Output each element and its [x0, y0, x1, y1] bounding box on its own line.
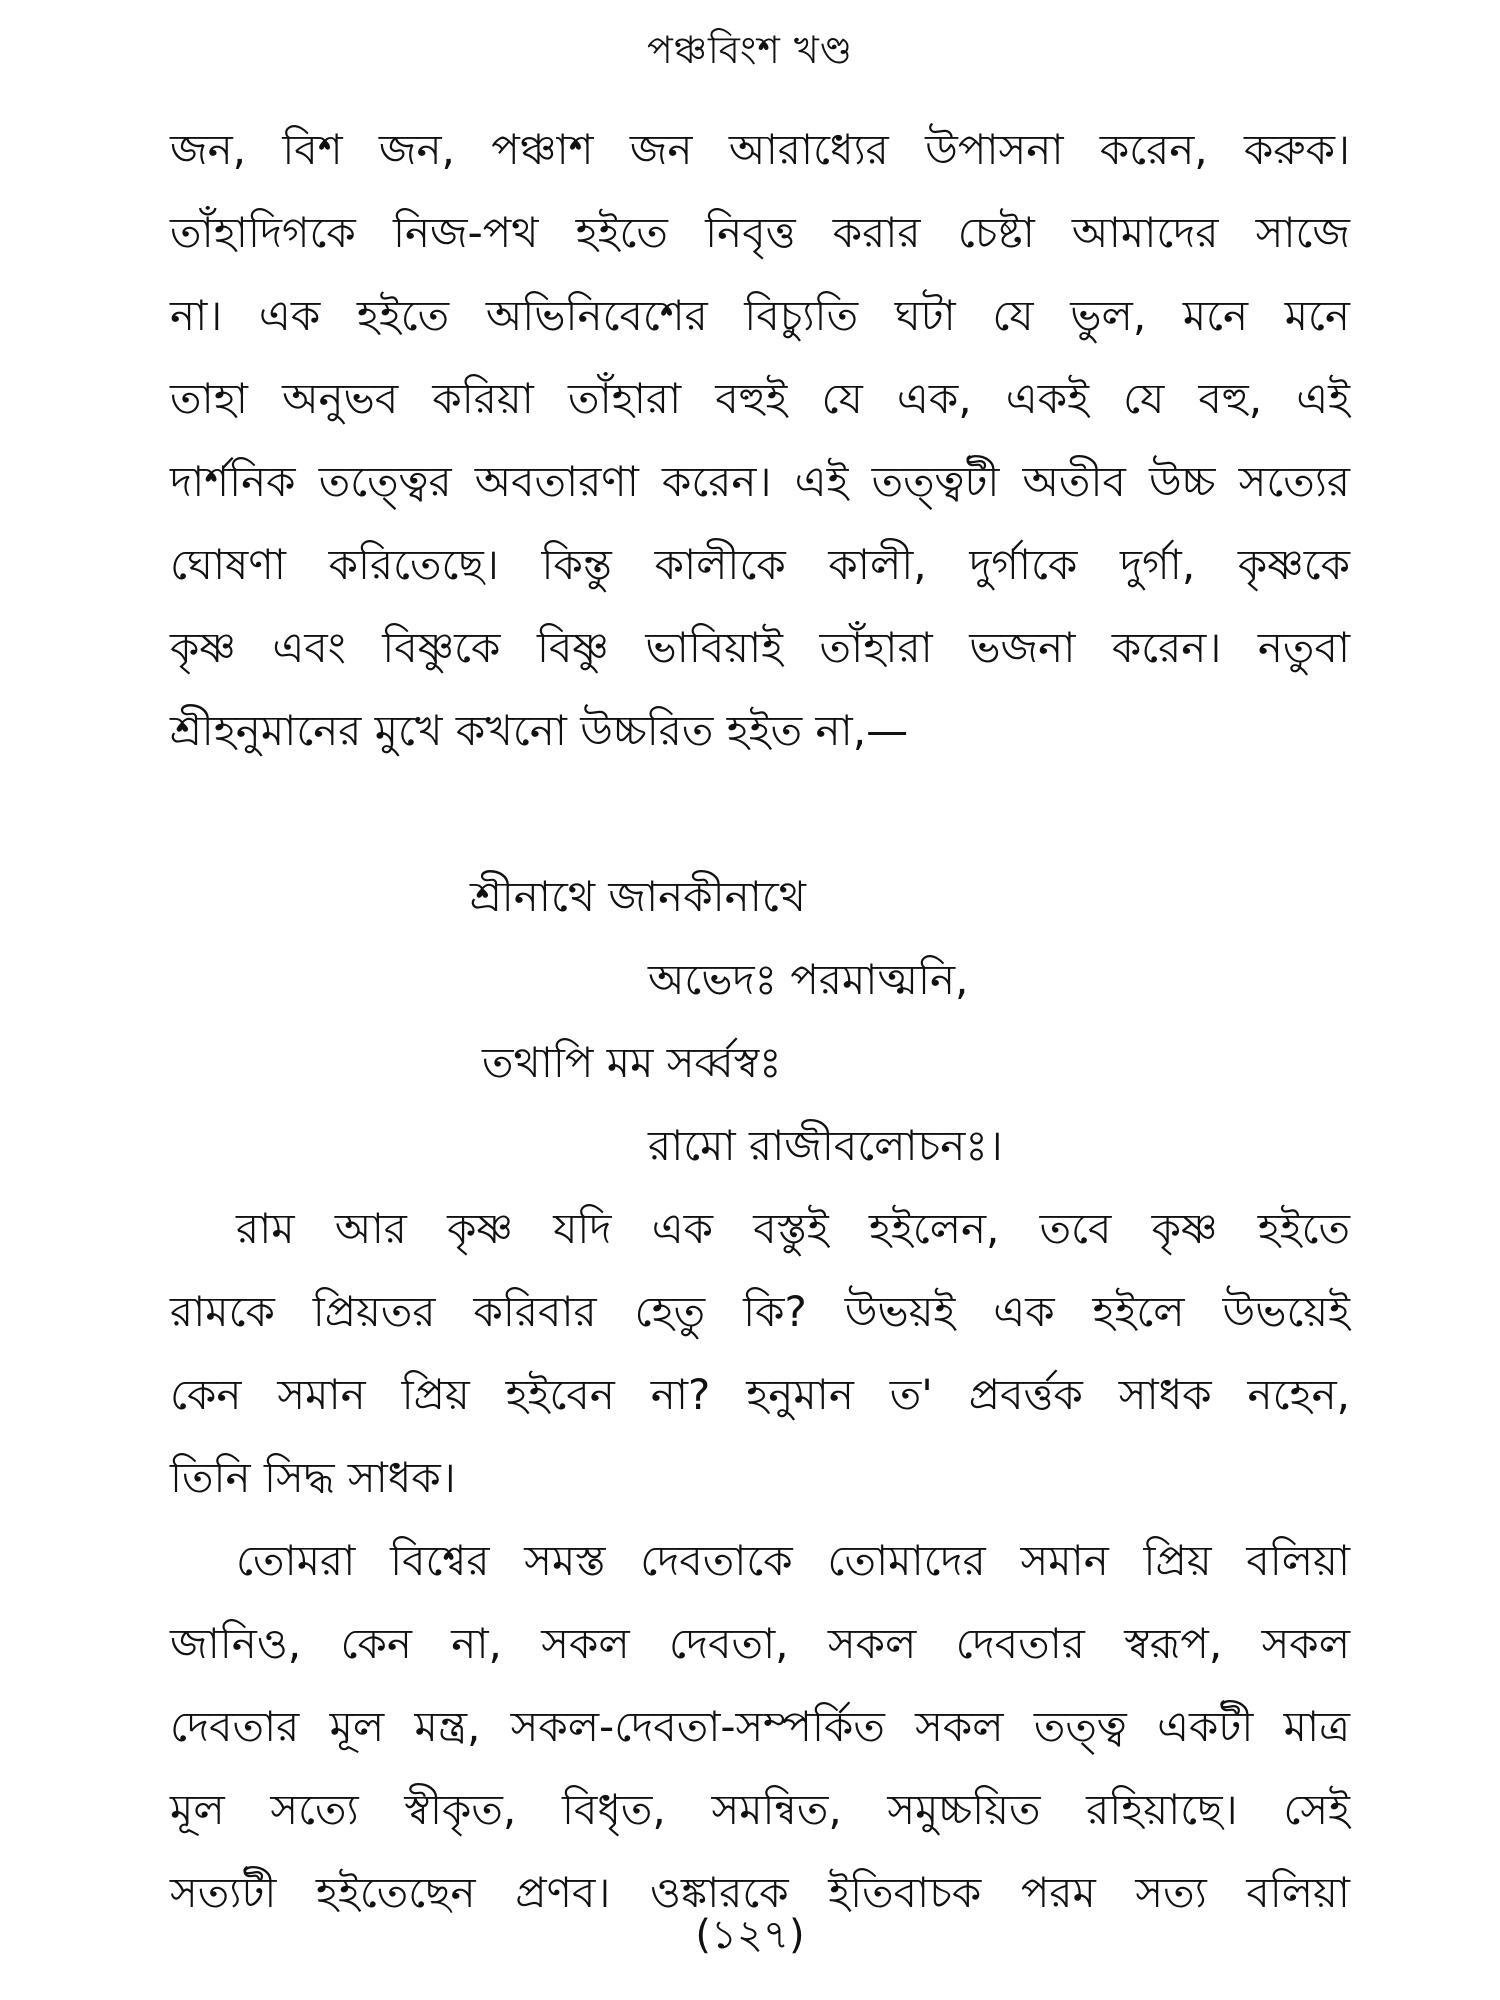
verse-line: অভেদঃ পরমাত্মনি, — [648, 955, 969, 1004]
text-line: মূল সত্যে স্বীকৃত, বিধৃত, সমন্বিত, সমুচ্চয়িত রহিয়াছে। সেই — [170, 1785, 1350, 1834]
verse-line: তথাপি মম সর্ব্বস্বঃ — [482, 1038, 782, 1087]
text-line: না। এক হইতে অভিনিবেশের বিচ্যুতি ঘটা যে ভুল, মনে মনে — [170, 291, 1350, 340]
paragraph-1 — [170, 108, 1350, 772]
verse-line: রামো রাজীবলোচনঃ। — [648, 1121, 1003, 1170]
page-number: (১২৭) — [695, 1912, 805, 1958]
text-line: জন, বিশ জন, পঞ্চাশ জন আরাধ্যের উপাসনা করেন, করুক। — [170, 125, 1350, 174]
text-line: রাম আর কৃষ্ণ যদি এক বস্তুই হইলেন, তবে কৃষ্ণ হইতে — [236, 1204, 1350, 1253]
text-line: তাঁহাদিগকে নিজ-পথ হইতে নিবৃত্ত করার চেষ্টা আমাদের সাজে — [170, 208, 1350, 257]
paragraph-3 — [170, 1519, 1350, 1934]
body-text — [170, 108, 1350, 1917]
text-line: তিনি সিদ্ধ সাধক। — [170, 1453, 456, 1502]
text-line: কৃষ্ণ এবং বিষ্ণুকে বিষ্ণু ভাবিয়াই তাঁহারা ভজনা করেন। নতুবা — [170, 623, 1350, 672]
text-line: তোমরা বিশ্বের সমস্ত দেবতাকে তোমাদের সমান প্রিয় বলিয়া — [236, 1536, 1350, 1585]
text-line: দেবতার মূল মন্ত্র, সকল-দেবতা-সম্পর্কিত সকল তত্ত্ব একটী মাত্র — [170, 1702, 1350, 1751]
text-line: ঘোষণা করিতেছে। কিন্তু কালীকে কালী, দুর্গাকে দুর্গা, কৃষ্ণকে — [170, 540, 1350, 589]
text-line: তাহা অনুভব করিয়া তাঁহারা বহুই যে এক, একই যে বহু, এই — [170, 374, 1350, 423]
paragraph-2 — [170, 1187, 1350, 1519]
running-header: পঞ্চবিংশ খণ্ড — [646, 28, 854, 72]
text-line: জানিও, কেন না, সকল দেবতা, সকল দেবতার স্বরূপ, সকল — [170, 1619, 1350, 1668]
text-line: শ্রীহনুমানের মুখে কখনো উচ্চরিত হইত না,— — [170, 706, 909, 755]
verse-line: শ্রীনাথে জানকীনাথে — [470, 872, 806, 921]
text-line: কেন সমান প্রিয় হইবেন না? হনুমান ত' প্রবর্ত্তক সাধক নহেন, — [170, 1370, 1350, 1419]
text-line: সত্যটী হইতেছেন প্রণব। ওঙ্কারকে ইতিবাচক পরম সত্য বলিয়া — [170, 1868, 1350, 1917]
text-line: রামকে প্রিয়তর করিবার হেতু কি? উভয়ই এক হইলে উভয়েই — [170, 1287, 1350, 1336]
text-line: দার্শনিক তত্ত্বের অবতারণা করেন। এই তত্ত্বটী অতীব উচ্চ সত্যের — [170, 457, 1350, 506]
